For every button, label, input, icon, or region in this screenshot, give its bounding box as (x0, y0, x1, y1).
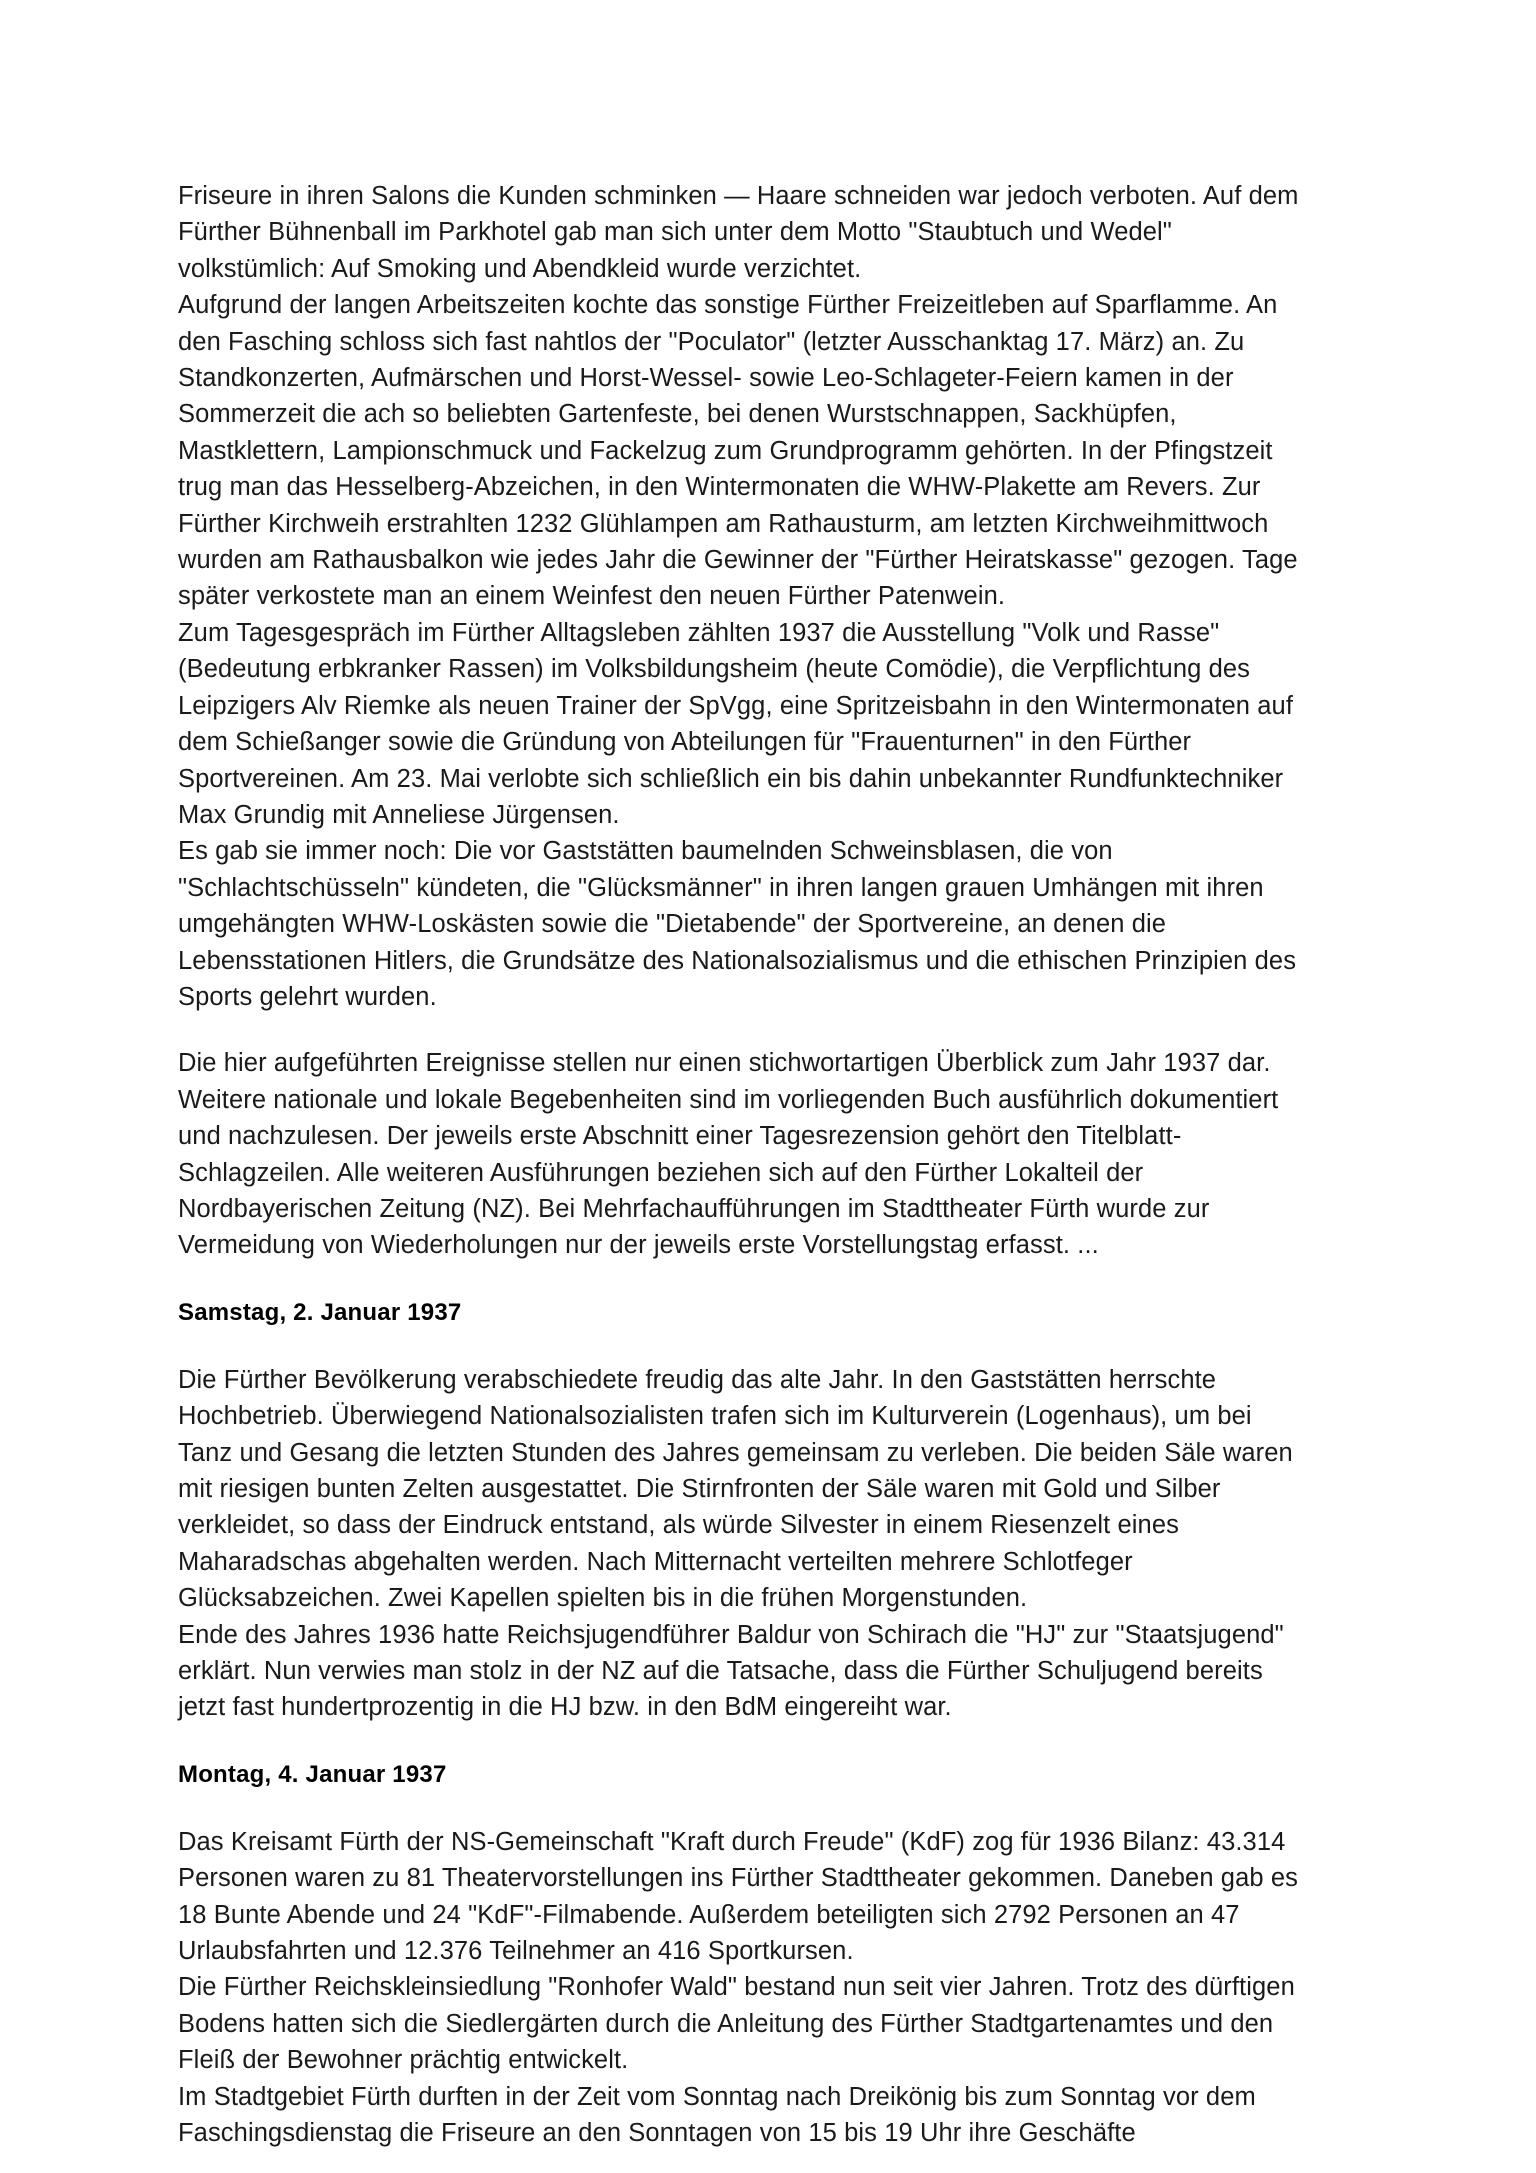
paragraph: Das Kreisamt Fürth der NS-Gemeinschaft "Kraft durch Freude" (KdF) zog für 1936 Bilanz: 43.314 Personen waren zu 81 Theatervorstellungen ins Fürther Stadttheater gekommen. Daneben gab es 18 Bunte Abende und 24 "KdF"-Filmabende. Außerdem beteiligten sich 2792 Personen an 47 Urlaubsfahrten und 12.376 Teilnehmer an 416 Sportkursen. (178, 1827, 1298, 1966)
paragraph: Die hier aufgeführten Ereignisse stellen nur einen stichwortartigen Überblick zum Jahr 1937 dar. Weitere nationale und lokale Begebenheiten sind im vorliegenden Buch ausführlich dokumentiert und nachzulesen. Der jeweils erste Abschnitt einer Tagesrezension gehört den Titelblatt-Schlagzeilen. Alle weiteren Ausführungen beziehen sich auf den Fürther Lokalteil der Nordbayerischen Zeitung (NZ). Bei Mehrfachaufführungen im Stadttheater Fürth wurde zur Vermeidung von Wiederholungen nur der jeweils erste Vorstellungstag erfasst. ... (178, 1049, 1279, 1260)
paragraph: Ende des Jahres 1936 hatte Reichsjugendführer Baldur von Schirach die "HJ" zur "Staatsjugend" erklärt. Nun verwies man stolz in der NZ auf die Tatsache, dass die Fürther Schuljugend bereits jetzt fast hundertprozentig in die HJ bzw. in den BdM eingereiht war. (178, 1620, 1284, 1722)
document-body (178, 178, 1308, 2152)
paragraph: Die Fürther Reichskleinsiedlung "Ronhofer Wald" bestand nun seit vier Jahren. Trotz des dürftigen Bodens hatten sich die Siedlergärten durch die Anleitung des Fürther Stadtgartenamtes und den Fleiß der Bewohner prächtig entwickelt. (178, 1973, 1295, 2075)
date-heading-samstag: Samstag, 2. Januar 1937 (178, 1298, 462, 1326)
spacer (178, 1330, 1308, 1362)
spacer (178, 1726, 1308, 1758)
paragraph: Die Fürther Bevölkerung verabschiedete freudig das alte Jahr. In den Gaststätten herrschte Hochbetrieb. Überwiegend Nationalsozialisten trafen sich im Kulturverein (Logenhaus), um bei Tanz und Gesang die letzten Stunden des Jahres gemeinsam zu verleben. Die beiden Säle waren mit riesigen bunten Zelten ausgestattet. Die Stirnfronten der Säle waren mit Gold und Silber verkleidet, so dass der Eindruck entstand, als würde Silvester in einem Riesenzelt eines Maharadschas abgehalten werden. Nach Mitternacht verteilten mehrere Schlotfeger Glücksabzeichen. Zwei Kapellen spielten bis in die frühen Morgenstunden. (178, 1365, 1293, 1613)
date-heading-montag: Montag, 4. Januar 1937 (178, 1760, 447, 1788)
text-block-samstag (178, 1362, 1308, 1726)
text-block-overview (178, 1045, 1308, 1263)
paragraph: Im Stadtgebiet Fürth durften in der Zeit vom Sonntag nach Dreikönig bis zum Sonntag vor dem Faschingsdienstag die Friseure an den Sonntagen von 15 bis 19 Uhr ihre Geschäfte (178, 2082, 1256, 2148)
spacer (178, 1792, 1308, 1824)
paragraph: Zum Tagesgespräch im Fürther Alltagsleben zählten 1937 die Ausstellung "Volk und Rasse" (Bedeutung erbkranker Rassen) im Volksbildungsheim (heute Comödie), die Verpflichtung des Leipzigers Alv Riemke als neuen Trainer der SpVgg, eine Spritzeisbahn in den Wintermonaten auf dem Schießanger sowie die Gründung von Abteilungen für "Frauenturnen" in den Fürther Sportvereinen. Am 23. Mai verlobte sich schließlich ein bis dahin unbekannter Rundfunktechniker Max Grundig mit Anneliese Jürgensen. (178, 618, 1294, 829)
spacer (178, 1015, 1308, 1045)
paragraph: Es gab sie immer noch: Die vor Gaststätten baumelnden Schweinsblasen, die von "Schlachtschüsseln" kündeten, die "Glücksmänner" in ihren langen grauen Umhängen mit ihren umgehängten WHW-Loskästen sowie die "Dietabende" der Sportvereine, an denen die Lebensstationen Hitlers, die Grundsätze des Nationalsozialismus und die ethischen Prinzipien des Sports gelehrt wurden. (178, 837, 1297, 1011)
paragraph: Aufgrund der langen Arbeitszeiten kochte das sonstige Fürther Freizeitleben auf Sparflamme. An den Fasching schloss sich fast nahtlos der "Poculator" (letzter Ausschanktag 17. März) an. Zu Standkonzerten, Aufmärschen und Horst-Wessel- sowie Leo-Schlageter-Feiern kamen in der Sommerzeit die ach so beliebten Gartenfeste, bei denen Wurstschnappen, Sackhüpfen, Mastklettern, Lampionschmuck und Fackelzug zum Grundprogramm gehörten. In der Pfingstzeit trug man das Hesselberg-Abzeichen, in den Wintermonaten die WHW-Plakette am Revers. Zur Fürther Kirchweih erstrahlten 1232 Glühlampen am Rathausturm, am letzten Kirchweihmittwoch wurden am Rathausbalkon wie jedes Jahr die Gewinner der "Fürther Heiratskasse" gezogen. Tage später verkostete man an einem Weinfest den neuen Fürther Patenwein. (178, 291, 1298, 611)
text-block-intro (178, 178, 1308, 1015)
paragraph: Friseure in ihren Salons die Kunden schminken — Haare schneiden war jedoch verboten. Auf dem Fürther Bühnenball im Parkhotel gab man sich unter dem Motto "Staubtuch und Wedel" volkstümlich: Auf Smoking und Abendkleid wurde verzichtet. (178, 182, 1299, 283)
spacer (178, 1264, 1308, 1296)
text-block-montag (178, 1824, 1308, 2152)
